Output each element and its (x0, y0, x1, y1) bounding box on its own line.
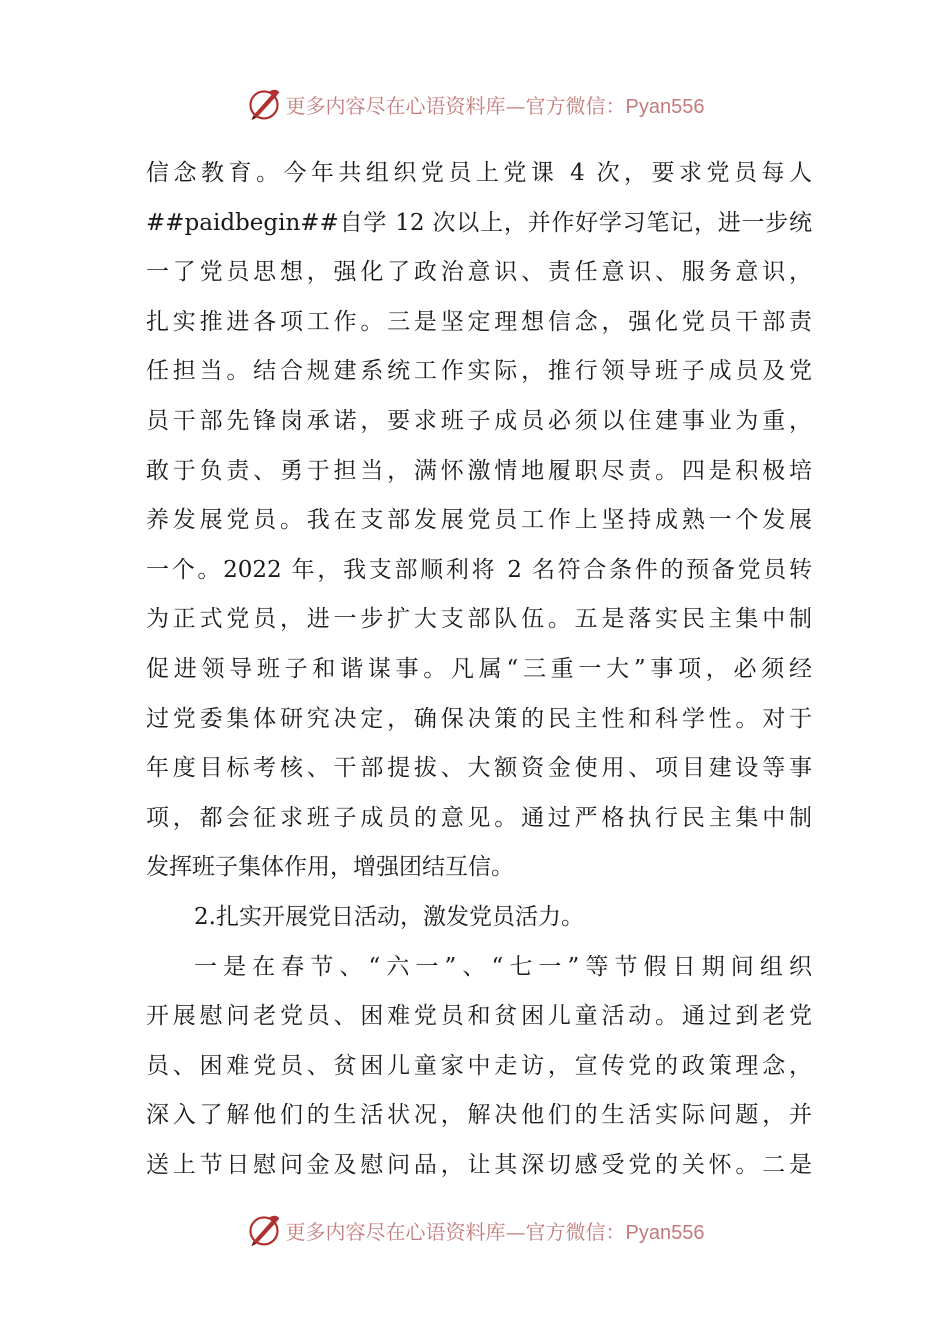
body-line: 养发展党员。我在支部发展党员工作上坚持成熟一个发展 (146, 507, 812, 534)
footer-banner-text (286, 1216, 705, 1245)
header-banner (0, 82, 950, 126)
body-line: 员、困难党员、贫困儿童家中走访，宣传党的政策理念， (146, 1052, 812, 1079)
header-banner-text (286, 90, 705, 119)
body-line: 深入了解他们的生活状况，解决他们的生活实际问题，并 (146, 1102, 812, 1129)
footer-banner-inner (246, 1212, 705, 1248)
document-body (146, 149, 812, 1190)
footer-banner-label: 更多内容尽在心语资料库—官方微信： (285, 1219, 626, 1244)
body-line: 扎实推进各项工作。三是坚定理想信念，强化党员干部责 (146, 308, 812, 335)
body-line: 任担当。结合规建系统工作实际，推行领导班子成员及党 (146, 358, 812, 385)
body-line: ##paidbegin##自学 12 次以上，并作好学习笔记，进一步统 (146, 209, 812, 236)
pen-logo-icon (246, 86, 282, 122)
body-line: 项，都会征求班子成员的意见。通过严格执行民主集中制 (146, 804, 812, 831)
body-line: 促进领导班子和谐谋事。凡属“三重一大”事项，必须经 (146, 655, 812, 682)
body-line: 开展慰问老党员、困难党员和贫困儿童活动。通过到老党 (146, 1003, 812, 1030)
body-line: 员干部先锋岗承诺，要求班子成员必须以住建事业为重， (146, 407, 812, 434)
body-line: 一是在春节、“六一”、“七一”等节假日期间组织 (194, 953, 812, 980)
body-line: 为正式党员，进一步扩大支部队伍。五是落实民主集中制 (146, 606, 812, 633)
header-banner-inner (246, 86, 705, 122)
pen-logo-icon (246, 1212, 282, 1248)
footer-banner (0, 1208, 950, 1252)
body-line: 送上节日慰问金及慰问品，让其深切感受党的关怀。二是 (146, 1151, 812, 1178)
header-wechat-id: Pyan556 (625, 95, 705, 118)
body-line: 敢于负责、勇于担当，满怀激情地履职尽责。四是积极培 (146, 457, 812, 484)
body-line: 一了党员思想，强化了政治意识、责任意识、服务意识， (146, 259, 812, 286)
body-line: 过党委集体研究决定，确保决策的民主性和科学性。对于 (146, 705, 812, 732)
body-line: 信念教育。今年共组织党员上党课 4 次，要求党员每人 (146, 160, 812, 186)
body-line: 发挥班子集体作用，增强团结互信。 (146, 854, 514, 881)
body-line: 年度目标考核、干部提拔、大额资金使用、项目建设等事 (146, 755, 812, 782)
body-line: 一个。2022 年，我支部顺利将 2 名符合条件的预备党员转 (146, 556, 812, 583)
footer-wechat-id: Pyan556 (625, 1221, 705, 1244)
header-banner-label: 更多内容尽在心语资料库—官方微信： (285, 93, 626, 118)
section-heading: 2.扎实开展党日活动，激发党员活力。 (194, 903, 584, 930)
